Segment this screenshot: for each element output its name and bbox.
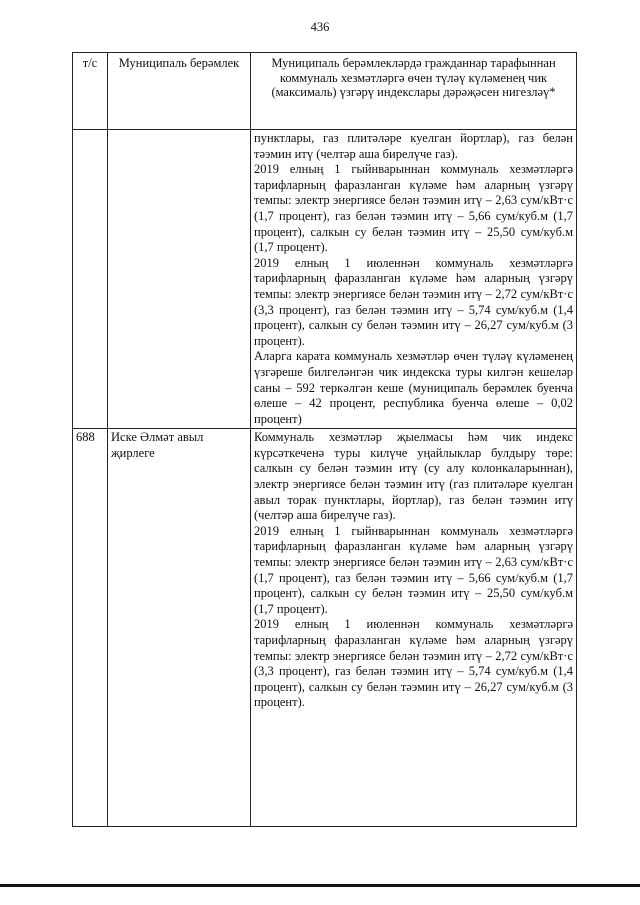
page-number: 436 — [310, 20, 330, 34]
header-number: т/с — [73, 53, 108, 130]
paragraph: 2019 елның 1 гыйнварыннан коммуналь хезмәтләргә тарифларның фаразланган күләме һәм аларның үзгәрү темпы: электр энергиясе белән тәэмин итү – 2,63 сум/кВт·с (1,7 процент), газ белән тәэмин итү – 5,66 сум/куб.м (1,7 процент), салкын су белән тәэмин итү – 25,50 сум/куб.м (1,7 процент). — [254, 523, 573, 616]
paragraph: Аларга карата коммуналь хезмәтләр өчен түләү күләменең үзгәреше билгеләнгән чик индекска туры килгән кешеләр саны – 592 теркәлгән кеше (муниципаль берәмлек буенча өлеше – 42 процент, республика буенча өлеше – 0,02 процент) — [254, 349, 573, 426]
header-municipality: Муниципаль берәмлек — [108, 53, 251, 130]
row-municipality: Иске Әлмәт авыл җирлеге — [108, 429, 251, 827]
table-header-row — [73, 53, 577, 130]
row-municipality — [108, 130, 251, 429]
paragraph: 2019 елның 1 июленнән коммуналь хезмәтләргә тарифларның фаразланган күләме һәм аларның үзгәрү темпы: электр энергиясе белән тәэмин итү – 2,72 сум/кВт·с (3,3 процент), газ белән тәэмин итү – 5,74 сум/куб.м (1,4 процент), салкын су белән тәэмин итү – 26,27 сум/куб.м (3 процент). — [254, 617, 573, 710]
table-row — [73, 429, 577, 827]
page-bottom-edge — [0, 884, 640, 887]
tariff-table — [72, 52, 577, 827]
row-number — [73, 130, 108, 429]
header-index-justification: Муниципаль берәмлекләрдә гражданнар тарафыннан коммуналь хезмәтләргә өчен түләү күләменең чик (максималь) үзгәрү индекслары дәрәҗәсен нигезләү* — [251, 53, 577, 130]
paragraph: 2019 елның 1 гыйнварыннан коммуналь хезмәтләргә тарифларның фаразланган күләме һәм аларның үзгәрү темпы: электр энергиясе белән тәэмин итү – 2,63 сум/кВт·с (1,7 процент), газ белән тәэмин итү – 5,66 сум/куб.м (1,7 процент), салкын су белән тәэмин итү – 25,50 сум/куб.м (1,7 процент). — [254, 162, 573, 255]
paragraph: пунктлары, газ плитәләре куелган йортлар), газ белән тәэмин итү (челтәр аша бирелүче газ). — [254, 131, 573, 161]
row-justification — [251, 130, 577, 429]
paragraph: 2019 елның 1 июленнән коммуналь хезмәтләргә тарифларның фаразланган күләме һәм аларның үзгәрү темпы: электр энергиясе белән тәэмин итү – 2,72 сум/кВт·с (3,3 процент), газ белән тәэмин итү – 5,74 сум/куб.м (1,4 процент), салкын су белән тәэмин итү – 26,27 сум/куб.м (3 процент). — [254, 255, 573, 348]
row-number: 688 — [73, 429, 108, 827]
row-justification — [251, 429, 577, 827]
table-row — [73, 130, 577, 429]
paragraph: Коммуналь хезмәтләр җыелмасы һәм чик индекс күрсәткеченә туры килүче уңайлыклар булдыру төре: салкын су белән тәэмин итү (су алу колонкаларыннан), электр энергиясе белән тәэмин итү (газ плитәләре куелган авыл торак пунктлары, йортлар), газ белән тәэмин итү (челтәр аша бирелүче газ). — [254, 430, 573, 523]
